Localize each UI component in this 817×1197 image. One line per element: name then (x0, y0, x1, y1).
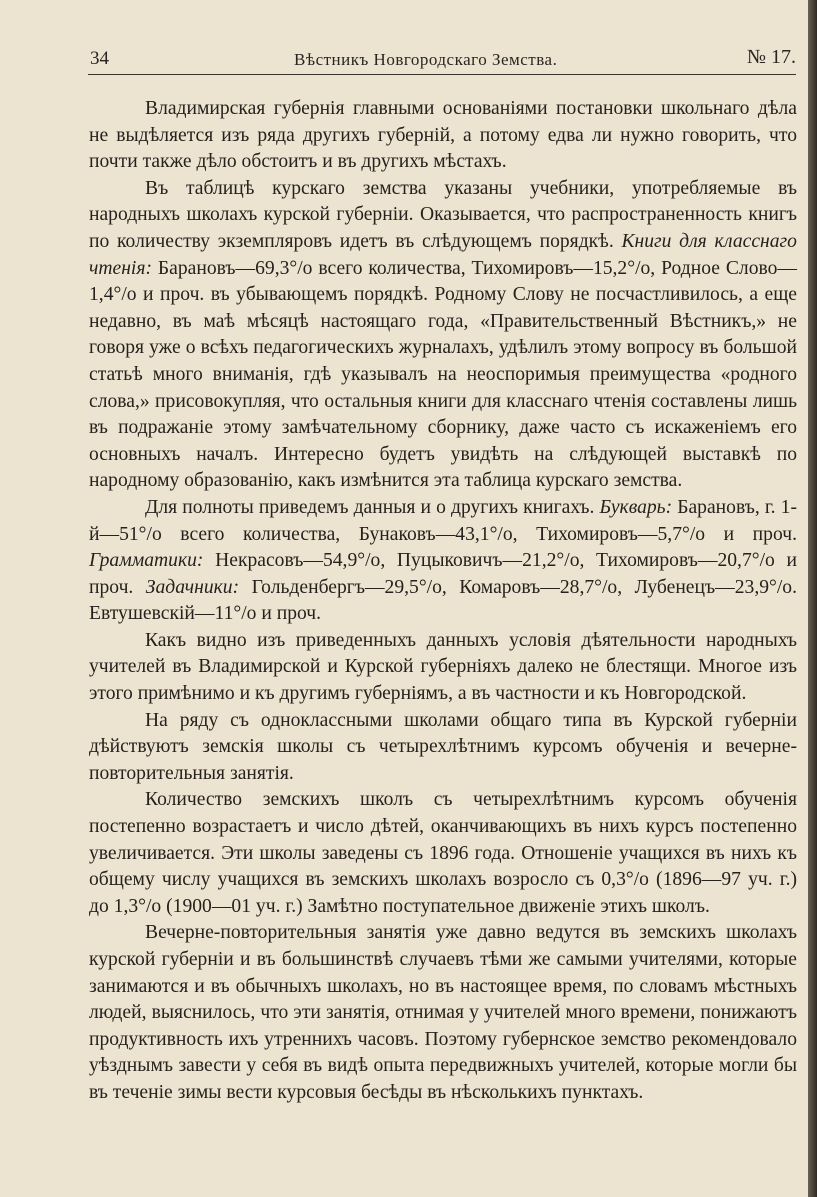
paragraph (89, 96, 797, 176)
paragraph-text: Для полноты приведемъ данныя и о другихъ книгахъ. (145, 496, 600, 518)
paragraph (89, 176, 797, 495)
page-header (88, 44, 796, 74)
italic-heading: Грамматики: (89, 550, 204, 572)
paragraph (89, 787, 797, 920)
paragraph-text: Количество земскихъ школъ съ четырехлѣтнимъ курсомъ обученія постепенно возрастаетъ и число дѣтей, оканчивающихъ въ нихъ курсъ постепенно увеличивается. Эти школы заведены съ 1896 года. Отношеніе учащихся въ нихъ къ общему числу учащихся въ земскихъ школахъ возросло съ 0,3°/о (1896—97 уч. г.) до 1,3°/о (1900—01 уч. г.) Замѣтно поступательное движеніе этихъ школъ. (89, 789, 797, 917)
italic-heading: Задачники: (145, 576, 240, 598)
paragraph-text: Барановъ—69,3°/о всего количества, Тихомировъ—15,2°/о, Родное Слово—1,4°/о и проч. въ убывающемъ порядкѣ. Родному Слову не посчастливилось, а еще недавно, въ маѣ мѣсяцѣ настоящаго года, «Правительственный Вѣстникъ,» не говоря уже о всѣхъ педагогическихъ журналахъ, удѣлилъ этому вопросу въ большой статьѣ много вниманія, гдѣ указывалъ на неоспоримыя преимущества «родного слова,» присовокупляя, что остальныя книги для класснаго чтенія составлены лишь въ подражаніе этому замѣчательному сборнику, даже часто съ искаженіемъ его основныхъ началъ. Интересно будетъ увидѣть на слѣдующей выставкѣ по народному образованію, какъ измѣнится эта таблица курскаго земства. (89, 257, 797, 492)
article-body (89, 96, 797, 1107)
paragraph (89, 495, 797, 628)
issue-number: № 17. (746, 46, 796, 68)
header-rule (88, 74, 796, 75)
paragraph-text: Какъ видно изъ приведенныхъ данныхъ условія дѣятельности народныхъ учителей въ Владимирской и Курской губерніяхъ далеко не блестящи. Многое изъ этого примѣнимо и къ другимъ губерніямъ, а въ частности и къ Новгородской. (89, 629, 797, 705)
paragraph-text: Некрасовъ—54,9°/о, Пуцыковичъ—21,2°/о, Тихомировъ—20,7°/о и проч. (89, 550, 797, 598)
paragraph (89, 708, 797, 788)
paragraph (89, 628, 797, 708)
journal-title: Вѣстникъ Новгородскаго Земства. (294, 50, 558, 69)
paragraph-text: Вечерне-повторительныя занятія уже давно ведутся въ земскихъ школахъ курской губерніи и въ большинствѣ случаевъ тѣми же самыми учителями, которые занимаются и въ обычныхъ школахъ, но въ настоящее время, по словамъ мѣстныхъ людей, выяснилось, что эти занятія, отнимая у учителей много времени, понижаютъ продуктивность ихъ утреннихъ часовъ. Поэтому губернское земство рекомендовало уѣзднымъ завести у себя въ видѣ опыта передвижныхъ учителей, которые могли бы въ теченіе зимы вести курсовыя бесѣды въ нѣсколькихъ пунктахъ. (89, 922, 797, 1103)
page-edge (808, 0, 817, 1197)
paragraph-text: Барановъ, г. 1-й—51°/о всего количества, Бунаковъ—43,1°/о, Тихомировъ—5,7°/о и проч. (89, 496, 797, 545)
paragraph-text: Гольденбергъ—29,5°/о, Комаровъ—28,7°/о, Лубенецъ—23,9°/о. Евтушевскій—11°/о и проч. (89, 576, 797, 625)
paragraph-text: На ряду съ одноклассными школами общаго типа въ Курской губерніи дѣйствуютъ земскія школы съ четырехлѣтнимъ курсомъ обученія и вечерне-повторительныя занятія. (89, 709, 797, 784)
italic-heading: Букварь: (599, 496, 673, 518)
page-number: 34 (90, 48, 109, 69)
italic-heading: Книги для класснаго чтенія: (89, 230, 797, 279)
paragraph (89, 920, 797, 1106)
paragraph-text: Владимирская губернія главными основаніями постановки школьнаго дѣла не выдѣляется изъ ряда другихъ губерній, а потому едва ли нужно говорить, что почти также дѣло обстоитъ и въ другихъ мѣстахъ. (89, 98, 797, 173)
paragraph-text: Въ таблицѣ курскаго земства указаны учебники, употребляемые въ народныхъ школахъ курской губерніи. Оказывается, что распространенность книгъ по количеству экземпляровъ идетъ въ слѣдующемъ порядкѣ. (89, 177, 797, 252)
